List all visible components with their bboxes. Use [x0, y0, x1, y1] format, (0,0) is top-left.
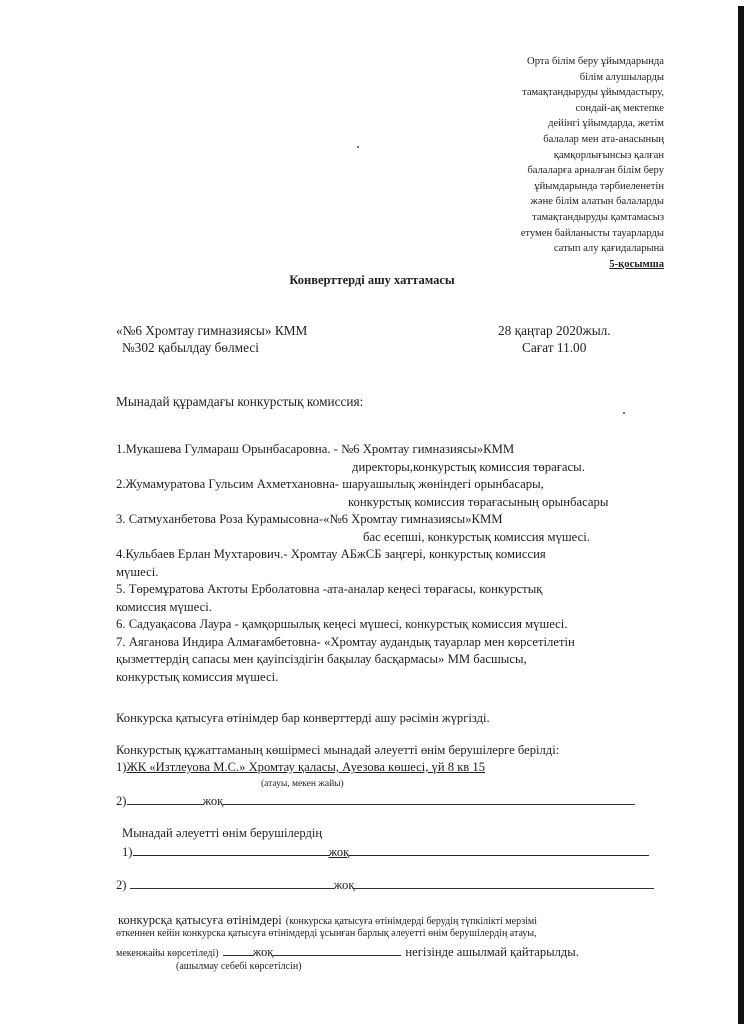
returned-applications-line-3: [116, 943, 579, 961]
blank-line: [223, 943, 253, 956]
appendix-line: және білім алатын балаларды: [530, 196, 664, 208]
appendix-line: тамақтандыруды ұйымдастыру,: [522, 87, 664, 99]
item-number: 2): [116, 878, 127, 892]
blank-line: [273, 943, 401, 956]
item-number: 1): [122, 845, 133, 859]
scan-edge-border: [738, 6, 744, 1024]
member-role: қызметтердің сапасы мен қауіпсіздігін бақылау басқармасы» ММ басшысы,: [116, 652, 527, 666]
item-value: жоқ: [202, 794, 224, 808]
appendix-line: балалар мен ата-анасының: [543, 133, 664, 145]
returned-hint: (ашылмау себебі көрсетілсін): [176, 961, 302, 972]
member-line: 6. Садуақасова Лаура - қамқоршылық кеңесі мүшесі, конкурстық комиссия мүшесі.: [116, 617, 568, 631]
appendix-line: сондай-ақ мектепке: [575, 102, 664, 114]
potential-supplier-item-2: [116, 876, 654, 893]
blank-line: [130, 876, 334, 889]
appendix-line: білім алушыларды: [579, 71, 664, 83]
item-number: 2): [116, 794, 127, 808]
member-5: [116, 581, 676, 616]
member-line: 2.Жумамуратова Гульсим Ахметхановна- шаруашылық жөніндегі орынбасары,: [116, 477, 544, 491]
member-7: [116, 634, 676, 687]
potential-supplier-item-1: [122, 843, 649, 860]
member-line: 7. Аяганова Индира Алмағамбетовна- «Хромтау аудандық тауарлар мен көрсетілетін: [116, 634, 575, 649]
member-role: директоры,конкурстық комиссия төрағасы.: [352, 459, 585, 474]
returned-note: (конкурска қатысуға өтінімдерді берудің түпкілікті мерзімі: [285, 916, 538, 927]
member-line: 4.Кульбаев Ерлан Мухтарович.- Хромтау АБжСБ заңгері, конкурстық комиссия: [116, 547, 546, 561]
appendix-line: тамақтандыруды қамтамасыз: [532, 211, 664, 223]
appendix-line: қамқорлығынсыз қалған: [553, 149, 664, 161]
member-role: конкурстық комиссия мүшесі.: [116, 669, 279, 684]
blank-line: [223, 792, 635, 805]
member-role: бас есепші, конкурстық комиссия мүшесі.: [363, 529, 590, 544]
appendix-line: сатып алу қағидаларына: [553, 243, 664, 255]
organization-name: «№6 Хромтау гимназиясы» КММ: [116, 323, 308, 338]
appendix-line: дейінгі ұйымдарда, жетім: [548, 118, 664, 130]
meeting-date: 28 қаңтар 2020жыл.: [498, 323, 611, 338]
member-line: 1.Мукашева Гулмараш Орынбасаровна. - №6 Хромтау гимназиясы»КММ: [116, 442, 515, 456]
supplier-hint: (атауы, мекен жайы): [261, 779, 344, 789]
item-value: жоқ: [333, 878, 355, 892]
potential-suppliers-intro: Мынадай әлеуетті өнім берушілердің: [122, 826, 323, 840]
returned-tail: негізінде ашылмай қайтарылды.: [405, 945, 579, 959]
supplier-name-address: ЖК «Изтлеуова М.С.» Хромтау қаласы, Ауезова көшесі, үй 8 кв 15: [126, 760, 485, 774]
organization-room: №302 қабылдау бөлмесі: [122, 340, 259, 355]
procedure-statement: Конкурска қатысуға өтінімдер бар конверттерді ашу рәсімін жүргізді.: [116, 711, 490, 725]
appendix-line: Орта білім беру ұйымдарында: [527, 56, 664, 67]
member-4: [116, 546, 676, 581]
member-line: 5. Төремұратова Актоты Ерболатовна -ата-аналар кеңесі төрағасы, конкурстық: [116, 582, 543, 596]
blank-line: [133, 843, 329, 856]
appendix-number: 5-қосымша: [609, 258, 664, 270]
item-value: жоқ: [328, 845, 350, 859]
member-6: [116, 616, 676, 634]
returned-value: жоқ: [252, 945, 274, 959]
documentation-copy-item-1: [116, 760, 485, 775]
blank-line: [354, 876, 654, 889]
document-title: Конверттерді ашу хаттамасы: [289, 273, 455, 287]
scan-speck: [623, 412, 625, 414]
member-3: [116, 511, 676, 546]
appendix-line: етумен байланысты тауарларды: [520, 227, 664, 239]
item-number: 1): [116, 760, 127, 774]
returned-lead: конкурсқа қатысуға өтінімдері: [118, 913, 282, 927]
commission-members-list: [116, 441, 676, 686]
member-role: комиссия мүшесі.: [116, 599, 212, 614]
meeting-time: Сағат 11.00: [522, 340, 587, 355]
appendix-header: [521, 54, 664, 272]
member-role: мүшесі.: [116, 564, 159, 579]
documentation-copy-intro: Конкурстық құжаттаманың көшірмесі мынадай әлеуетті өнім берушілерге берілді:: [116, 743, 560, 757]
documentation-copy-item-2: [116, 792, 635, 809]
returned-note-line-2: өткеннен кейін конкурска қатысуға өтінімдерді ұсынған барлық әлеуетті өнім берушілердің атауы,: [116, 928, 537, 939]
returned-applications-line-1: [118, 911, 537, 929]
appendix-line: балаларға арналған білім беру: [527, 165, 664, 177]
member-1: [116, 441, 676, 476]
member-line: 3. Сатмуханбетова Роза Курамысовна-«№6 Хромтау гимназиясы»КММ: [116, 512, 503, 526]
commission-intro: Мынадай құрамдағы конкурстық комиссия:: [116, 394, 364, 409]
member-2: [116, 476, 676, 511]
scan-speck: [357, 146, 359, 148]
returned-note: мекенжайы көрсетіледі): [116, 948, 219, 959]
blank-line: [127, 792, 203, 805]
appendix-line: ұйымдарында тәрбиеленетін: [534, 180, 664, 192]
blank-line: [349, 843, 649, 856]
member-role: конкурстық комиссия төрағасының орынбасары: [348, 494, 609, 509]
